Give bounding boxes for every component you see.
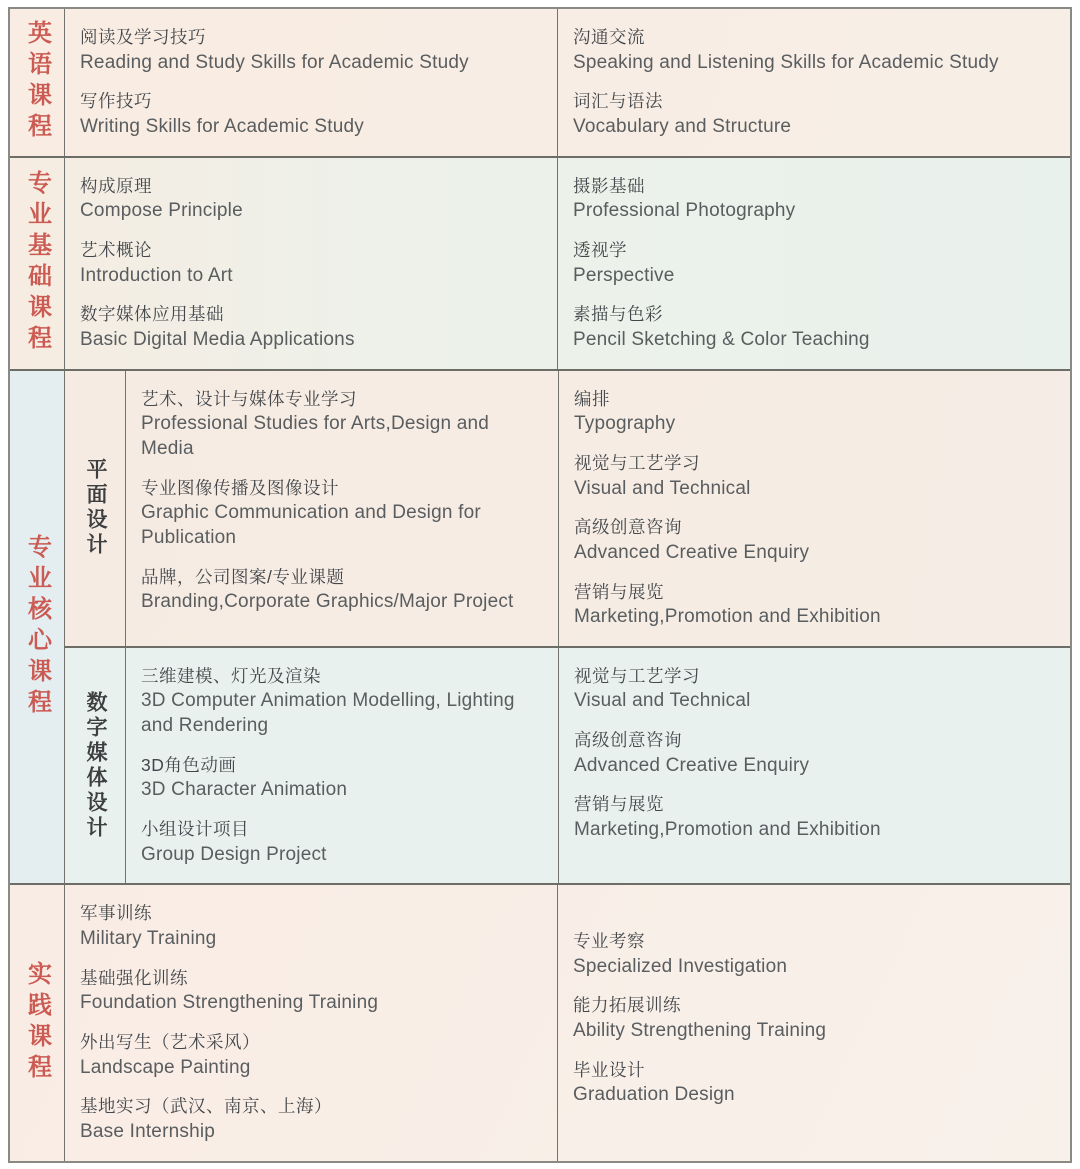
course-name-zh: 视觉与工艺学习 [574,665,700,686]
subrow-graphic-design [65,371,1070,646]
section-professional-core-courses [10,369,1070,884]
course-name-zh: 基础强化训练 [80,967,188,988]
section-professional-foundation-courses [10,156,1070,369]
course-cell [558,371,1070,646]
sublabel-digital-media-design: 数字媒体设计 [84,690,107,841]
course-name-en: Pencil Sketching & Color Teaching [573,328,870,350]
course-name-zh: 高级创意咨询 [574,517,682,538]
subrow-digital-media-design [65,646,1070,884]
course-name-en: Professional Studies for Arts,Design and Media [141,413,490,459]
course-name-en: Foundation Strengthening Training [80,992,379,1014]
course-cell [557,158,1070,369]
course-name-zh: 词汇与语法 [573,91,663,112]
course-item [80,1095,541,1144]
course-name-en: 3D Character Animation [141,779,348,801]
course-item [80,239,541,288]
course-name-en: Graphic Communication and Design for Publication [141,502,481,548]
course-name-en: Visual and Technical [574,477,751,499]
course-name-en: Graduation Design [573,1084,735,1106]
section-english-courses [10,9,1070,156]
course-name-zh: 阅读及学习技巧 [80,27,206,47]
course-item [141,665,542,739]
course-name-en: 3D Computer Animation Modelling, Lighting and Rendering [141,690,515,737]
course-name-zh: 三维建模、灯光及渲染 [141,665,321,686]
course-item [573,239,1054,288]
course-item [573,303,1054,352]
course-name-en: Military Training [80,928,217,950]
course-item [574,388,1054,437]
course-name-en: Compose Principle [80,200,243,222]
course-name-zh: 能力拓展训练 [573,995,681,1016]
course-name-en: Basic Digital Media Applications [80,328,355,350]
course-item [141,754,542,803]
course-cell [125,371,558,646]
course-name-zh: 营销与展览 [574,794,664,815]
course-name-zh: 透视学 [573,239,627,260]
course-name-zh: 高级创意咨询 [574,730,682,751]
course-item [141,477,542,551]
course-name-en: Marketing,Promotion and Exhibition [574,819,881,841]
course-name-zh: 视觉与工艺学习 [574,452,700,473]
course-item [574,729,1054,778]
course-name-en: Base Internship [80,1121,216,1142]
section-label-english-courses: 英语课程 [23,20,51,145]
course-item [573,1059,1054,1108]
course-name-en: Marketing,Promotion and Exhibition [574,606,881,628]
course-name-zh: 专业考察 [573,931,645,952]
course-item [573,994,1054,1043]
course-name-zh: 摄影基础 [573,175,645,196]
course-name-en: Ability Strengthening Training [573,1020,827,1042]
course-item [573,26,1054,75]
course-item [574,665,1054,714]
course-name-zh: 品牌，公司图案/专业课题 [141,566,345,587]
course-name-zh: 艺术、设计与媒体专业学习 [141,388,357,409]
course-item [574,793,1054,842]
course-cell [64,9,557,156]
sublabel-graphic-design: 平面设计 [84,458,107,559]
course-name-en: Advanced Creative Enquiry [574,541,810,563]
course-name-zh: 专业图像传播及图像设计 [141,477,339,498]
course-item [141,566,542,615]
course-item [80,902,541,951]
course-item [80,303,541,352]
course-item [573,930,1054,979]
course-name-zh: 外出写生（艺术采风） [80,1032,260,1053]
course-name-en: Branding,Corporate Graphics/Major Project [141,591,514,613]
course-name-zh: 3D角色动画 [141,754,237,775]
course-item [573,90,1054,139]
section-label-practice-courses: 实践课程 [23,961,51,1086]
section-practice-courses [10,883,1070,1160]
course-item [80,967,541,1016]
course-name-en: Landscape Painting [80,1056,251,1078]
course-item [573,175,1054,224]
course-cell [64,158,557,369]
course-cell [557,9,1070,156]
curriculum-table [8,7,1072,1163]
course-name-en: Vocabulary and Structure [573,115,792,137]
course-cell [557,885,1070,1160]
course-name-en: Introduction to Art [80,264,233,286]
section-label-professional-foundation-courses: 专业基础课程 [23,170,51,357]
course-name-zh: 基地实习（武汉、南京、上海） [80,1096,332,1117]
course-name-en: Advanced Creative Enquiry [574,754,810,776]
section-label-professional-core-courses: 专业核心课程 [23,534,51,720]
course-name-zh: 艺术概论 [80,239,152,260]
course-name-zh: 素描与色彩 [573,304,663,325]
course-item [141,388,542,462]
course-name-zh: 毕业设计 [573,1059,645,1080]
course-name-en: Group Design Project [141,843,327,865]
course-name-en: Specialized Investigation [573,955,788,977]
course-item [80,26,541,75]
course-cell [64,885,557,1160]
course-name-en: Perspective [573,264,675,286]
core-course-subrows [64,371,1070,884]
course-name-en: Professional Photography [573,200,796,222]
course-name-en: Typography [574,413,676,435]
course-name-en: Reading and Study Skills for Academic Study [80,51,469,73]
course-name-zh: 写作技巧 [80,91,152,112]
course-name-en: Visual and Technical [574,690,751,712]
course-item [574,581,1054,630]
course-name-zh: 小组设计项目 [141,819,249,840]
course-item [80,90,541,139]
course-name-en: Writing Skills for Academic Study [80,115,364,137]
course-cell [558,648,1070,884]
course-name-zh: 沟通交流 [573,27,645,47]
course-name-zh: 构成原理 [80,175,152,196]
course-name-en: Speaking and Listening Skills for Academic Study [573,51,999,73]
course-item [80,175,541,224]
course-item [141,818,542,867]
course-name-zh: 营销与展览 [574,581,664,602]
course-name-zh: 编排 [574,388,610,409]
course-cell [125,648,558,884]
course-name-zh: 军事训练 [80,903,152,924]
course-item [574,452,1054,501]
course-name-zh: 数字媒体应用基础 [80,304,224,325]
course-item [574,516,1054,565]
